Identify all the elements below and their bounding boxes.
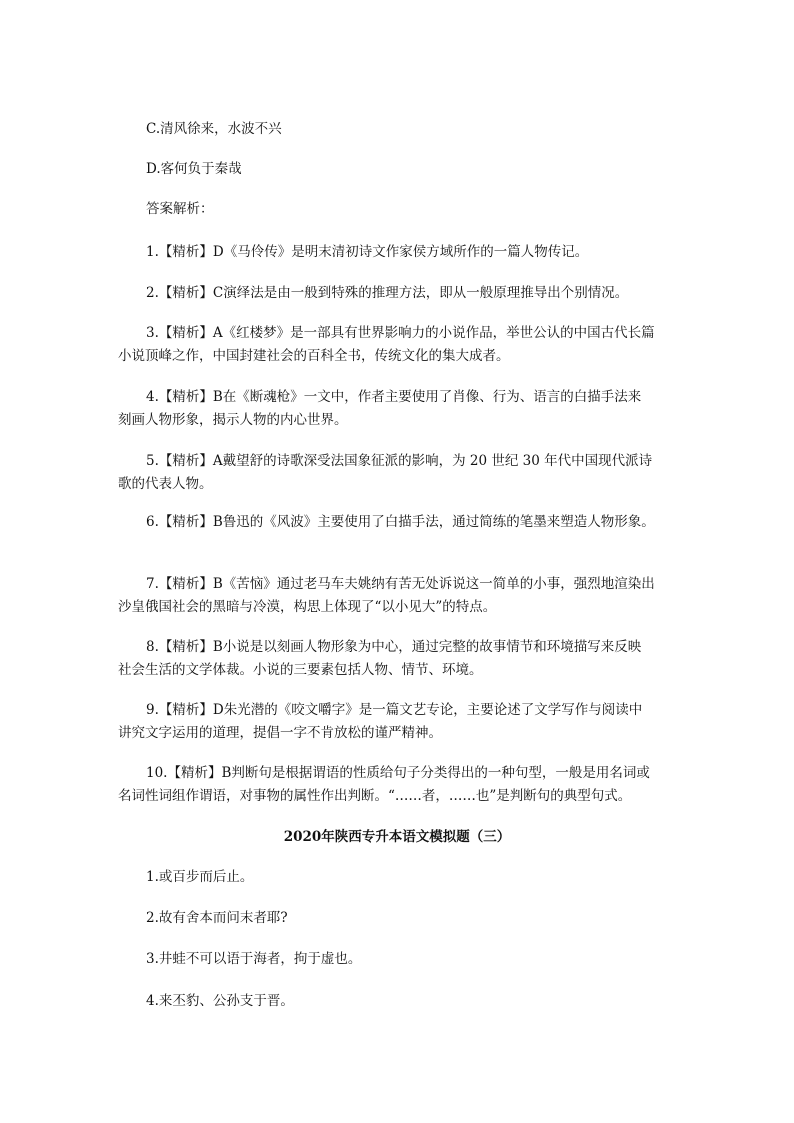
answer-4-line-1: 4.【精析】B在《断魂枪》一文中，作者主要使用了肖像、行为、语言的白描手法来 [146,389,642,405]
question-3-text: 3.井蛙不可以语于海者，拘于虚也。 [146,951,362,967]
answer-10 [118,762,678,808]
option-d [118,158,706,181]
answers-heading [118,198,706,221]
answer-1 [118,241,706,264]
answer-2 [118,282,706,305]
option-d-text: D.客何负于秦哉 [146,161,242,177]
answer-8 [118,636,678,682]
question-3 [118,948,706,971]
answer-5-line-2: 歌的代表人物。 [118,476,213,492]
answer-9 [118,699,678,745]
question-1 [118,866,706,889]
answer-8-line-1: 8.【精析】B小说是以刻画人物形象为中心，通过完整的故事情节和环境描写来反映 [146,639,642,655]
answer-5 [118,450,678,496]
option-c [118,118,706,141]
answer-6-line-1: 6.【精析】B鲁迅的《风波》主要使用了白描手法，通过简练的笔墨来塑造人物形象。 [146,514,655,530]
answer-10-line-2: 名词性词组作谓语，对事物的属性作出判断。“……者，……也”是判断句的典型句式。 [118,788,632,804]
answer-3-line-1: 3.【精析】A《红楼梦》是一部具有世界影响力的小说作品，举世公认的中国古代长篇 [146,325,655,341]
answer-4 [118,386,678,432]
answer-4-line-2: 刻画人物形象，揭示人物的内心世界。 [118,412,348,428]
answer-7-line-1: 7.【精析】B《苦恼》通过老马车夫姚纳有苦无处诉说这一简单的小事，强烈地渲染出 [146,576,655,592]
question-2 [118,907,706,930]
question-1-text: 1.或百步而后止。 [146,869,254,885]
answer-7 [118,573,678,619]
answer-9-line-2: 讲究文字运用的道理，提倡一字不肯放松的谨严精神。 [118,725,442,741]
question-4-text: 4.来丕豹、公孙支于晋。 [146,993,294,1009]
answer-3-line-2: 小说顶峰之作，中国封建社会的百科全书，传统文化的集大成者。 [118,348,510,364]
answer-10-line-1: 10.【精析】B判断句是根据谓语的性质给句子分类得出的一种句型，一般是用名词或 [146,765,650,781]
answers-heading-text: 答案解析： [146,201,214,217]
answer-5-line-1: 5.【精析】A戴望舒的诗歌深受法国象征派的影响，为 20 世纪 30 年代中国现代派诗 [146,453,653,469]
answer-2-line-1: 2.【精析】C演绎法是由一般到特殊的推理方法，即从一般原理推导出个别情况。 [146,285,629,301]
option-c-text: C.清风徐来，水波不兴 [146,121,282,137]
section-title: 2020年陕西专升本语文模拟题（三） [283,829,511,845]
question-2-text: 2.故有舍本而问末者耶? [146,910,288,926]
answer-3 [118,322,678,368]
answer-6 [118,511,706,534]
answer-8-line-2: 社会生活的文学体裁。小说的三要素包括人物、情节、环境。 [118,662,483,678]
answer-9-line-1: 9.【精析】D朱光潜的《咬文嚼字》是一篇文艺专论，主要论述了文学写作与阅读中 [146,702,643,718]
answer-1-line-1: 1.【精析】D《马伶传》是明末清初诗文作家侯方域所作的一篇人物传记。 [146,244,589,260]
answer-7-line-2: 沙皇俄国社会的黑暗与冷漠，构思上体现了“以小见大”的特点。 [118,599,497,615]
question-4 [118,990,706,1013]
